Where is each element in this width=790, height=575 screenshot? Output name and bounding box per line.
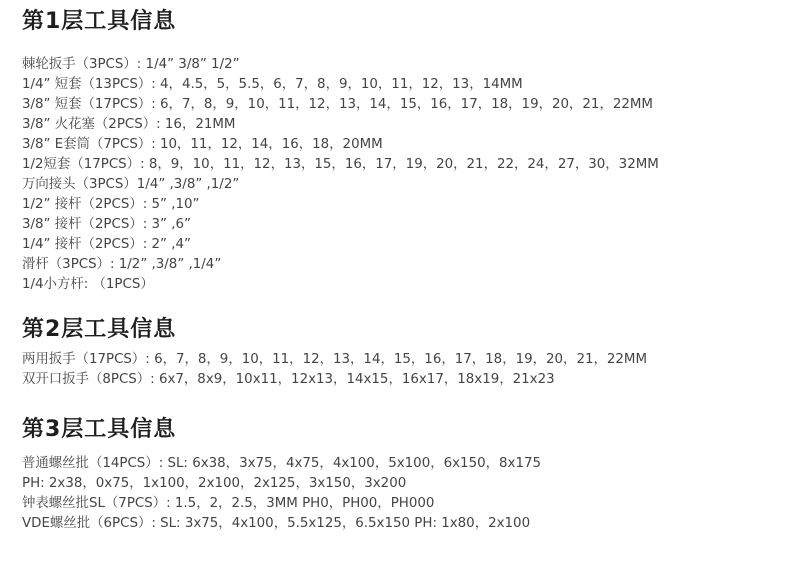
tool-spec-line: 双开口扳手（8PCS）: 6x7，8x9，10x11，12x13，14x15，16x17，18x19，21x23 xyxy=(22,372,555,387)
tool-spec-line: 1/4” 接杆（2PCS）: 2” ,4” xyxy=(22,237,191,252)
layer-1-heading: 第1层工具信息 xyxy=(22,9,177,34)
tool-spec-line: 3/8” 接杆（2PCS）: 3” ,6” xyxy=(22,217,191,232)
layer-1-tool-list xyxy=(22,55,659,295)
tool-spec-line: PH: 2x38，0x75，1x100，2x100，2x125，3x150，3x200 xyxy=(22,476,407,491)
tool-spec-line: 1/2” 接杆（2PCS）: 5” ,10” xyxy=(22,197,200,212)
tool-spec-line: 3/8” 短套（17PCS）: 6，7，8，9，10，11，12，13，14，15，16，17，18，19，20，21，22MM xyxy=(22,97,653,112)
tool-spec-line: 1/4” 短套（13PCS）: 4，4.5，5，5.5，6，7，8，9，10，11，12，13，14MM xyxy=(22,77,523,92)
tool-spec-line: 棘轮扳手（3PCS）: 1/4” 3/8” 1/2” xyxy=(22,57,240,72)
layer-2-section xyxy=(22,316,647,390)
tool-spec-line: 1/2短套（17PCS）: 8，9，10，11，12，13，15，16，17，19，20，21，22，24，27，30，32MM xyxy=(22,157,659,172)
tool-spec-line: 3/8” 火花塞（2PCS）: 16，21MM xyxy=(22,117,236,132)
layer-2-heading: 第2层工具信息 xyxy=(22,317,177,342)
layer-3-heading: 第3层工具信息 xyxy=(22,417,177,442)
layer-3-section xyxy=(22,416,541,534)
tool-spec-line: 1/4小方杆: （1PCS） xyxy=(22,277,154,292)
tool-spec-line: 两用扳手（17PCS）: 6，7，8，9，10，11，12，13，14，15，16，17，18，19，20，21，22MM xyxy=(22,352,648,367)
tool-spec-line: 普通螺丝批（14PCS）: SL: 6x38，3x75，4x75，4x100，5x100，6x150，8x175 xyxy=(22,456,541,471)
tool-spec-line: 滑杆（3PCS）: 1/2” ,3/8” ,1/4” xyxy=(22,257,222,272)
layer-1-section xyxy=(22,8,659,295)
tool-spec-line: VDE螺丝批（6PCS）: SL: 3x75，4x100，5.5x125，6.5x150 PH: 1x80，2x100 xyxy=(22,516,531,531)
tool-spec-line: 万向接头（3PCS）1/4” ,3/8” ,1/2” xyxy=(22,177,240,192)
tool-spec-line: 3/8” E套筒（7PCS）: 10，11，12，14，16，18，20MM xyxy=(22,137,383,152)
tool-spec-line: 钟表螺丝批SL（7PCS）: 1.5，2，2.5，3MM PH0，PH00，PH000 xyxy=(22,496,435,511)
layer-3-tool-list xyxy=(22,454,541,534)
layer-2-tool-list xyxy=(22,350,647,390)
